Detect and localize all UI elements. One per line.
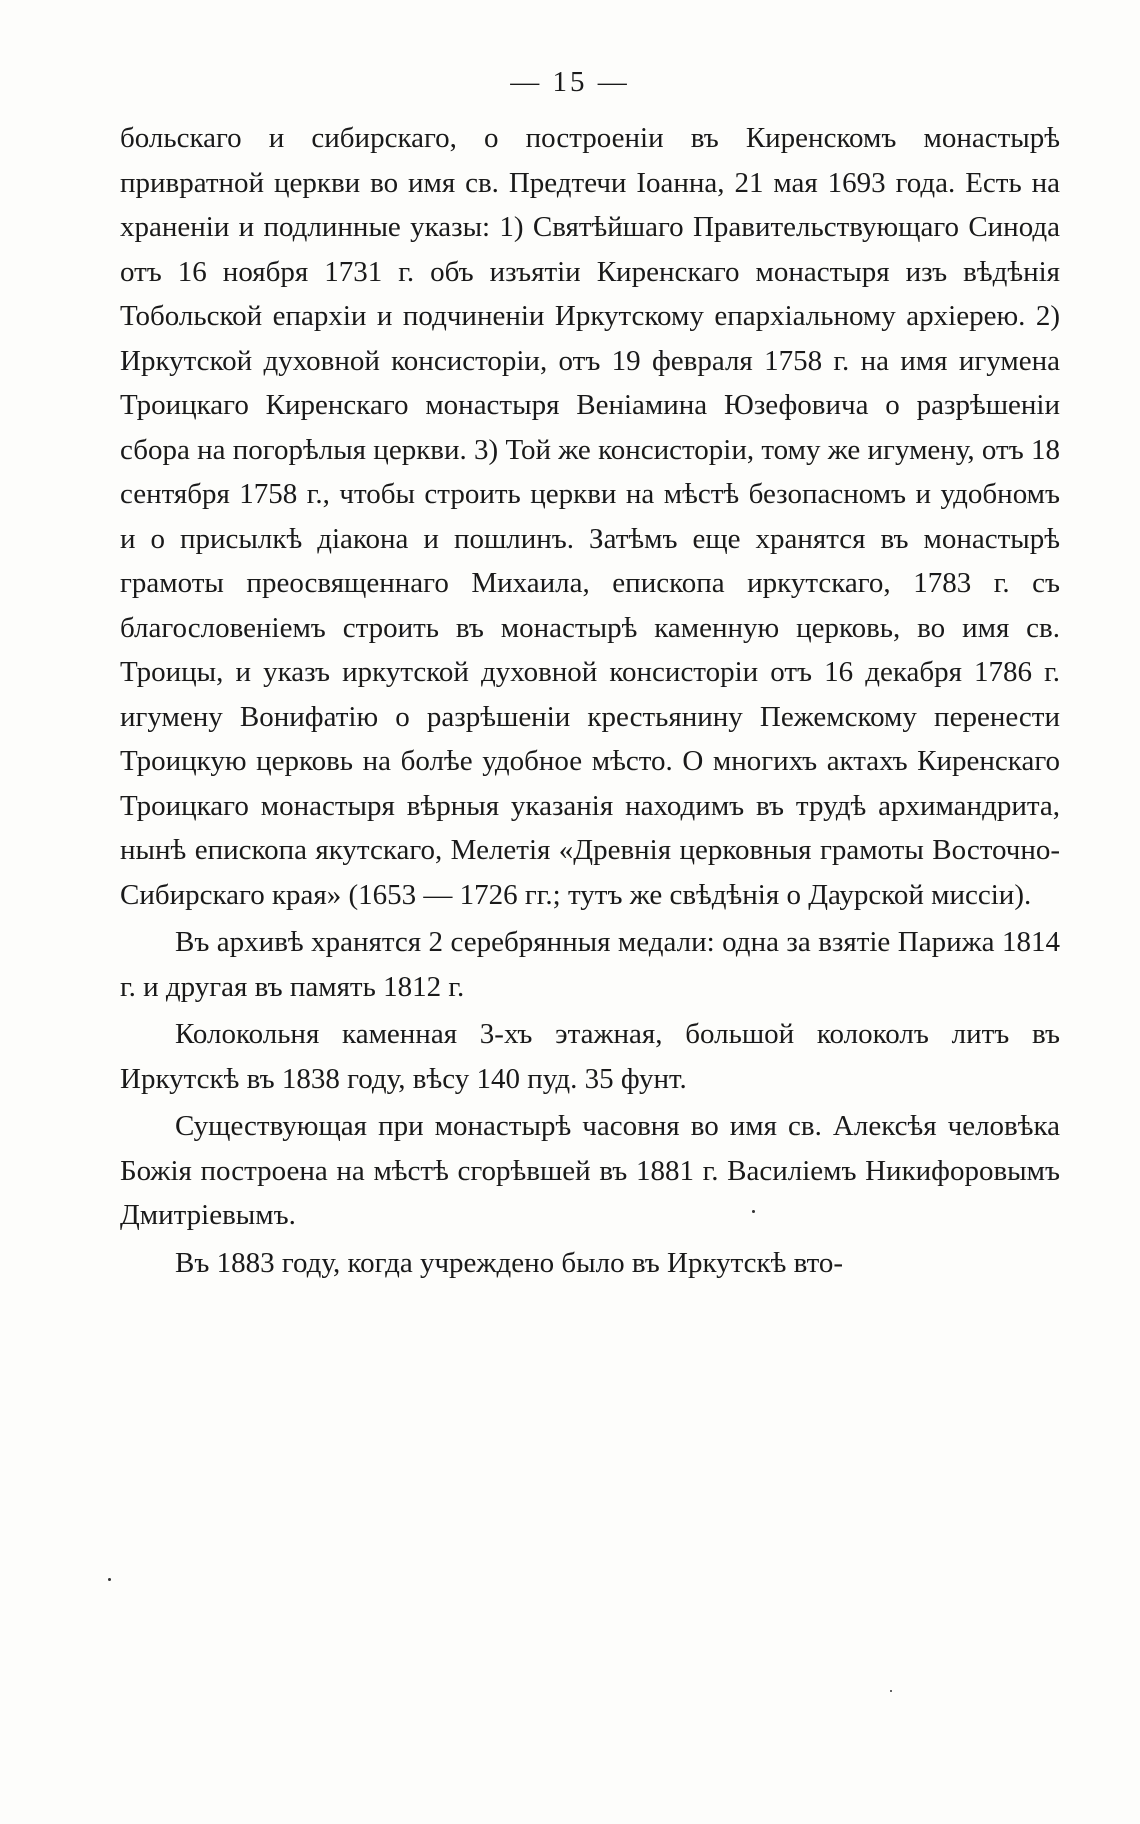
print-speck <box>108 1578 111 1581</box>
body-text <box>120 116 1060 1285</box>
paragraph-3: Колокольня каменная 3-хъ этажная, большой колоколъ литъ въ Иркутскѣ въ 1838 году, вѣсу 140 пуд. 35 фунт. <box>120 1018 1060 1095</box>
page-number: — 15 — <box>510 66 630 98</box>
paragraph-2: Въ архивѣ хранятся 2 серебрянныя медали: одна за взятіе Парижа 1814 г. и другая въ память 1812 г. <box>120 926 1060 1003</box>
paragraph-5: Въ 1883 году, когда учреждено было въ Иркутскѣ вто- <box>175 1246 844 1279</box>
print-speck <box>752 1210 755 1213</box>
paragraph-4: Существующая при монастырѣ часовня во имя св. Алексѣя человѣка Божія построена на мѣстѣ сгорѣвшей въ 1881 г. Василіемъ Никифоровымъ Дмитріевымъ. <box>120 1110 1060 1231</box>
paragraph-1: больскаго и сибирскаго, о построеніи въ Киренскомъ монастырѣ привратной церкви во имя св. Предтечи Іоанна, 21 мая 1693 года. Есть на храненіи и подлинные указы: 1) Святѣйшаго Правительствующаго Синода отъ 16 ноября 1731 г. объ изъятіи Киренскаго монастыря изъ вѣдѣнія Тобольской епархіи и подчиненіи Иркутскому епархіальному архіерею. 2) Иркутской духовной консисторіи, отъ 19 февраля 1758 г. на имя игумена Троицкаго Киренскаго монастыря Веніамина Юзефовича о разрѣшеніи сбора на погорѣлыя церкви. 3) Той же консисторіи, тому же игумену, отъ 18 сентября 1758 г., чтобы строить церкви на мѣстѣ безопасномъ и удобномъ и о присылкѣ діакона и пошлинъ. Затѣмъ еще хранятся въ монастырѣ грамоты преосвященнаго Михаила, епископа иркутскаго, 1783 г. съ благословеніемъ строить въ монастырѣ каменную церковь, во имя св. Троицы, и указъ иркутской духовной консисторіи отъ 16 декабря 1786 г. игумену Вонифатію о разрѣшеніи крестьянину Пежемскому перенести Троицкую церковь на болѣе удобное мѣсто. О многихъ актахъ Киренскаго Троицкаго монастыря вѣрныя указанія находимъ въ трудѣ архимандрита, нынѣ епископа якутскаго, Мелетія «Древнія церковныя грамоты Восточно-Сибирскаго края» (1653 — 1726 гг.; тутъ же свѣдѣнія о Даурской миссіи). <box>120 122 1060 911</box>
print-speck <box>890 1690 892 1692</box>
